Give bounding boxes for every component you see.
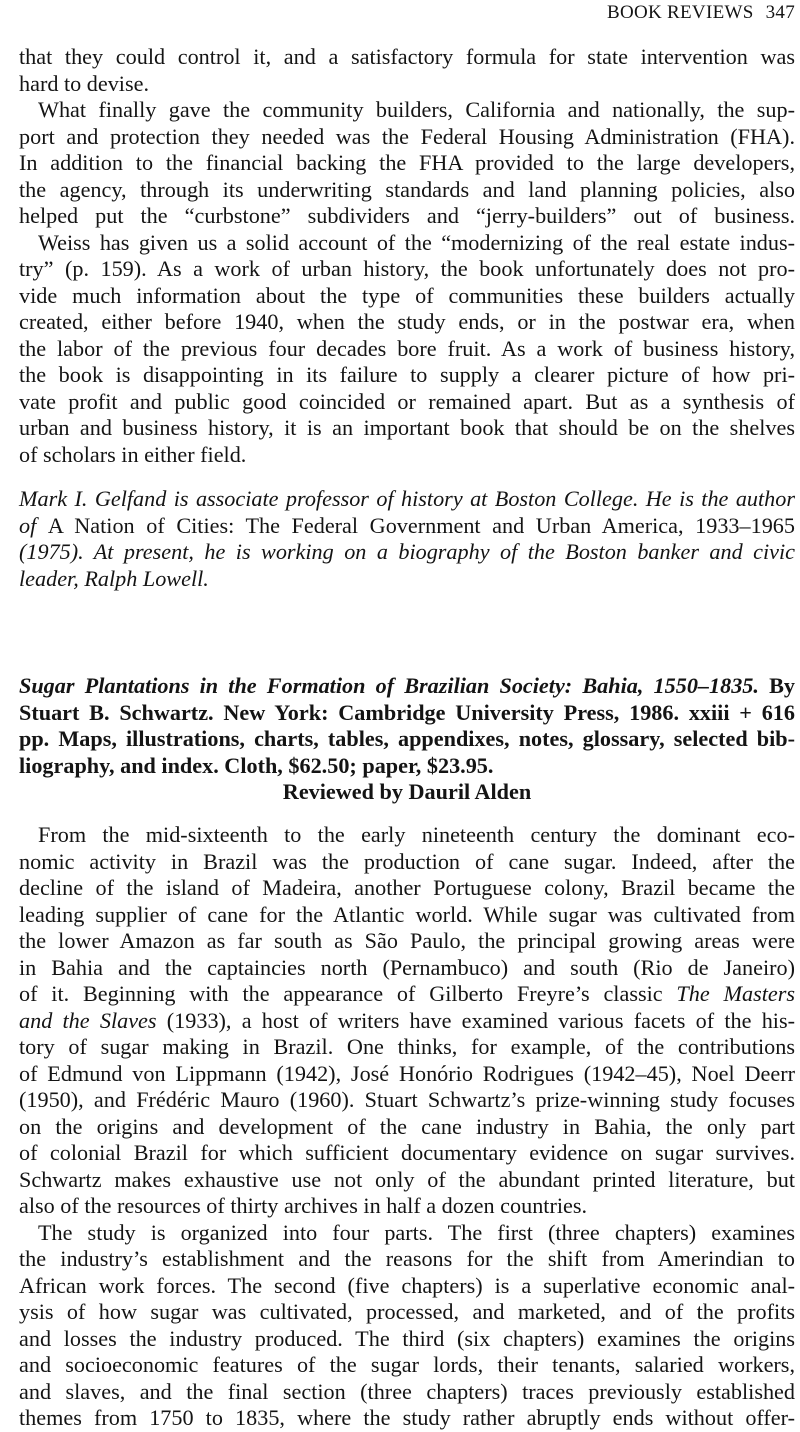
text-line: and socioeconomic features of the sugar lords, their tenants, salaried workers,: [19, 1352, 795, 1377]
text-line: of scholars in either field.: [19, 441, 247, 467]
text-line: the book is disappointing in its failure to supply a clearer picture of how pri-: [19, 362, 795, 387]
heading-line: pp. Maps, illustrations, charts, tables, appendixes, notes, glossary, selected bib-: [19, 726, 795, 751]
page-number: 347: [765, 2, 795, 23]
running-head: [607, 2, 795, 24]
text-line: created, either before 1940, when the study ends, or in the postwar era, when: [19, 309, 795, 334]
text-line: Schwartz makes exhaustive use not only of the abundant printed literature, but: [19, 1166, 795, 1192]
text-line: port and protection they needed was the Federal Housing Administration (FHA).: [19, 123, 795, 149]
reviewer-line-block: [19, 779, 795, 806]
reviewer-bio: [19, 486, 795, 592]
bio-line: of A Nation of Cities: The Federal Government and Urban America, 1933–1965: [19, 512, 795, 538]
text-line: (1950), and Frédéric Mauro (1960). Stuart Schwartz’s prize-winning study focuses: [19, 1087, 795, 1112]
text-line: What finally gave the community builders, California and nationally, the sup-: [38, 97, 795, 122]
review1-body: [19, 44, 795, 468]
bio-line: leader, Ralph Lowell.: [19, 565, 209, 591]
text-line: the agency, through its underwriting standards and land planning policies, also: [19, 176, 795, 202]
text-line: that they could control it, and a satisfactory formula for state intervention was: [19, 44, 795, 69]
book-title: A Nation of Cities: The Federal Government and Urban America, 1933–1965: [47, 512, 795, 538]
heading-line: liography, and index. Cloth, $62.50; paper, $23.95.: [19, 752, 494, 778]
text-line: decline of the island of Madeira, another Portuguese colony, Brazil became the: [19, 875, 795, 900]
text-line: vate profit and public good coincided or remained apart. But as a synthesis of: [19, 388, 795, 414]
text-line: and slaves, and the final section (three chapters) traces previously established: [19, 1378, 795, 1404]
text-line: and the Slaves (1933), a host of writers have examined various facets of the his-: [19, 1007, 795, 1033]
text-line: of it. Beginning with the appearance of Gilberto Freyre’s classic The Masters: [19, 981, 795, 1006]
text-line: urban and business history, it is an important book that should be on the shelves: [19, 415, 795, 440]
bio-line: (1975). At present, he is working on a biography of the Boston banker and civic: [19, 539, 795, 564]
text-line: In addition to the financial backing the FHA provided to the large developers,: [19, 150, 795, 175]
text-line: vide much information about the type of communities these builders actually: [19, 282, 795, 308]
review2-body: [19, 822, 795, 1432]
text-line: hard to devise.: [19, 70, 150, 96]
book-title: The Masters: [676, 981, 795, 1006]
text-line: Weiss has given us a solid account of the “modernizing of the real estate indus-: [38, 229, 795, 255]
text-line: From the mid-sixteenth to the early nineteenth century the dominant eco-: [38, 822, 795, 847]
running-head-title: BOOK REVIEWS: [606, 2, 754, 23]
text-line: try” (p. 159). As a work of urban history, the book unfortunately does not pro-: [19, 256, 795, 281]
book-title: Sugar Plantations in the Formation of Brazilian Society: Bahia, 1550–1835.: [19, 673, 759, 698]
text-line: the labor of the previous four decades bore fruit. As a work of business history,: [19, 335, 795, 361]
bio-line: Mark I. Gelfand is associate professor of history at Boston College. He is the author: [19, 486, 795, 511]
text-line: of colonial Brazil for which sufficient documentary evidence on sugar survives.: [19, 1140, 795, 1165]
text-line: themes from 1750 to 1835, where the study rather abruptly ends without offer-: [19, 1405, 795, 1430]
text-line: The study is organized into four parts. The first (three chapters) examines: [38, 1219, 795, 1245]
text-line: nomic activity in Brazil was the production of cane sugar. Indeed, after the: [19, 848, 795, 874]
review2-heading: [19, 673, 795, 779]
heading-line: Stuart B. Schwartz. New York: Cambridge University Press, 1986. xxiii + 616: [19, 699, 795, 725]
text-line: in Bahia and the captaincies north (Pernambuco) and south (Rio de Janeiro): [19, 954, 795, 980]
text-line: the industry’s establishment and the reasons for the shift from Amerindian to: [19, 1246, 795, 1271]
text-line: ysis of how sugar was cultivated, processed, and marketed, and of the profits: [19, 1299, 795, 1324]
text-line: of Edmund von Lippmann (1942), José Honório Rodrigues (1942–45), Noel Deerr: [19, 1060, 795, 1086]
text-line: the lower Amazon as far south as São Paulo, the principal growing areas were: [19, 928, 795, 953]
heading-line: Sugar Plantations in the Formation of Brazilian Society: Bahia, 1550–1835. By: [19, 673, 795, 698]
text-line: and losses the industry produced. The third (six chapters) examines the origins: [19, 1325, 795, 1351]
text-line: leading supplier of cane for the Atlantic world. While sugar was cultivated from: [19, 901, 795, 927]
text-line: helped put the “curbstone” subdividers and “jerry-builders” out of business.: [19, 203, 795, 228]
text-line: tory of sugar making in Brazil. One thinks, for example, of the contributions: [19, 1034, 795, 1059]
reviewer-name: Reviewed by Dauril Alden: [282, 779, 532, 804]
text-line: on the origins and development of the cane industry in Bahia, the only part: [19, 1113, 795, 1139]
text-line: also of the resources of thirty archives in half a dozen countries.: [19, 1193, 588, 1218]
book-title: and the Slaves: [19, 1007, 157, 1033]
text-line: African work forces. The second (five chapters) is a superlative economic anal-: [19, 1272, 795, 1298]
